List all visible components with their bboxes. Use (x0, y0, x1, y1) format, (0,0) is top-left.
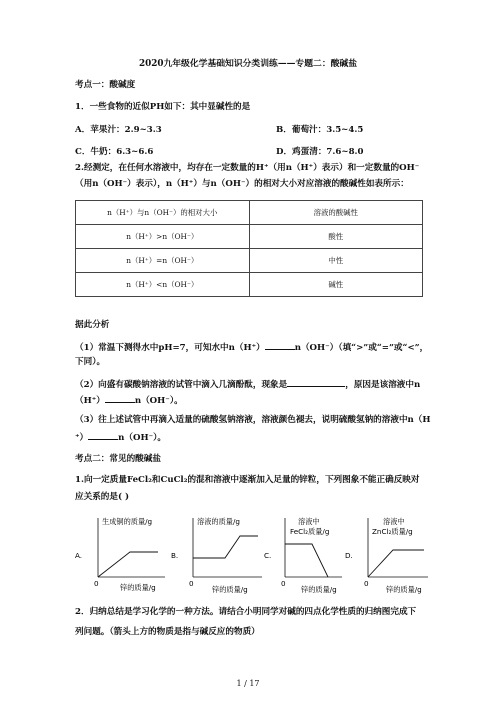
x-axis-label: 锌的质量/g (301, 585, 337, 594)
analysis-text: （H⁺） (75, 396, 105, 406)
origin-label: 0 (281, 579, 286, 588)
graph-line (193, 536, 258, 558)
answer-blank[interactable] (287, 377, 345, 387)
analysis-text: （2）向盛有碳酸钠溶液的试管中滴入几滴酚酞，现象是 (75, 380, 288, 390)
option-label: B. (171, 551, 179, 560)
y-axis-label-line2: ZnCl₂质量/g (372, 527, 413, 536)
option-label: C. (264, 551, 272, 560)
option-b: B．葡萄汁：3.5~4.5 (276, 125, 364, 135)
analysis-item-2-cont (75, 393, 183, 407)
x-axis-label: 锌的质量/g (212, 585, 248, 594)
analysis-heading: 据此分析 (75, 320, 110, 330)
table-cell: 酸性 (249, 225, 423, 249)
graph-line (98, 552, 158, 577)
answer-blank[interactable] (265, 340, 295, 350)
y-axis-label: 生成铜的质量/g (102, 517, 153, 526)
question-text: 列问题。（箭头上方的物质是指与碱反应的物质） (75, 627, 260, 637)
table-cell: n（H⁺）<n（OH⁻） (76, 273, 250, 297)
graph-line (368, 550, 424, 577)
question-text: 2.经测定，在任何水溶液中，均存在一定数量的H⁺（用n（H⁺）表示）和一定数量的OH⁻ (75, 163, 420, 173)
y-axis-label-line2: FeCl₂质量/g (290, 527, 330, 536)
table-row (76, 225, 423, 249)
page-number: 1 / 17 (236, 679, 260, 688)
table-header-cell: 溶液的酸碱性 (249, 201, 423, 225)
answer-blank[interactable] (105, 393, 135, 403)
analysis-text: （3）往上述试管中再滴入适量的硫酸氢钠溶液，溶液颜色褪去，说明硫酸氢钠的溶液中n（H (75, 415, 431, 425)
question-stem: 1．一些食物的近似PH如下：其中显碱性的是 (75, 102, 251, 112)
table-cell: n（H⁺）=n（OH⁻） (76, 249, 250, 273)
question-text: 应关系的是( ) (75, 492, 130, 502)
y-axis-label-line1: 溶液中 (383, 517, 405, 526)
option-label: D. (345, 551, 353, 560)
question-text: （用n（OH⁻）表示），n（H⁺）与n（OH⁻）的相对大小对应溶液的酸碱性如表所示： (75, 179, 409, 189)
y-axis-label-line1: 溶液中 (298, 517, 320, 526)
table-header-cell: n（H⁺）与n（OH⁻）的相对大小 (76, 201, 250, 225)
analysis-text: （1）常温下测得水中pH=7，可知水中n（H⁺） (75, 343, 265, 353)
analysis-item-2 (75, 377, 420, 391)
table-cell: 碱性 (249, 273, 423, 297)
origin-label: 0 (364, 579, 369, 588)
graph-b (171, 517, 262, 594)
table-cell: n（H⁺）>n（OH⁻） (76, 225, 250, 249)
table-header-row (76, 201, 423, 225)
analysis-text: ，原因是该溶液中n (345, 380, 421, 390)
origin-label: 0 (94, 579, 99, 588)
section-heading: 考点一：酸碱度 (75, 80, 136, 90)
analysis-text: n（OH⁻）（填“>”或“=”或“<”， (294, 343, 429, 353)
origin-label: 0 (189, 579, 194, 588)
table-row (76, 249, 423, 273)
graph-line (285, 544, 328, 577)
graph-options (0, 510, 496, 600)
page-title: 2020九年级化学基础知识分类训练——专题二：酸碱盐 (138, 59, 358, 69)
section-heading: 考点二：常见的酸碱盐 (75, 454, 161, 464)
question-text: 1.向一定质量FeCl₂和CuCl₂的混和溶液中逐渐加入足量的锌粒，下列图象不能正确反映对 (75, 475, 420, 485)
analysis-text: ⁺） (75, 433, 89, 443)
x-axis-label: 锌的质量/g (386, 585, 422, 594)
table-cell: 中性 (249, 249, 423, 273)
graph-a (75, 517, 165, 592)
analysis-text: 下同）。 (75, 357, 106, 367)
analysis-item-1 (75, 340, 428, 354)
graph-d (345, 517, 428, 594)
option-label: A. (75, 551, 83, 560)
option-c: C．牛奶：6.3~6.6 (75, 147, 154, 157)
acidity-table (75, 200, 423, 297)
analysis-text: n（OH⁻）。 (118, 433, 167, 443)
answer-blank[interactable] (88, 430, 118, 440)
question-text: 2．归纳总结是学习化学的一种方法。请结合小明同学对碱的四点化学性质的归纳图完成下 (75, 607, 417, 617)
graph-c (264, 517, 342, 594)
option-a: A．苹果汁：2.9~3.3 (75, 125, 162, 135)
y-axis-label: 溶液的质量/g (197, 517, 240, 526)
option-d: D．鸡蛋清：7.6~8.0 (276, 147, 364, 157)
analysis-item-3-cont (75, 430, 166, 444)
analysis-text: n（OH⁻）。 (134, 396, 183, 406)
table-row (76, 273, 423, 297)
x-axis-label: 锌的质量/g (120, 583, 156, 592)
